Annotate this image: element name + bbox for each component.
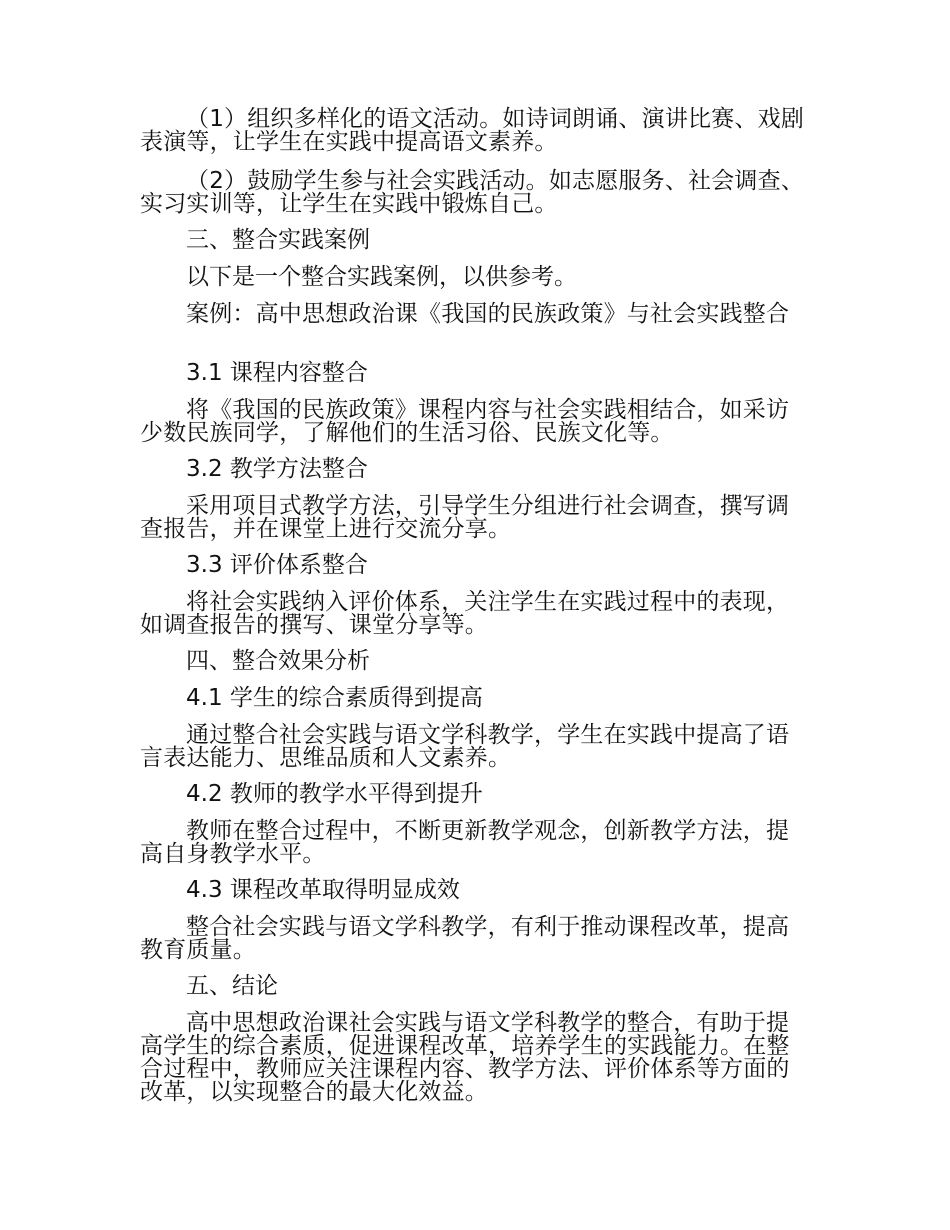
case-intro: 以下是一个整合实践案例，以供参考。 — [186, 264, 577, 290]
paragraph-curriculum-reform: 整合社会实践与语文学科教学，有利于推动课程改革，提高教育质量。 — [140, 914, 790, 963]
paragraph-student-quality: 通过整合社会实践与语文学科教学，学生在实践中提高了语言表达能力、思维品质和人文素养。 — [140, 722, 790, 771]
section-heading-practice-case: 三、整合实践案例 — [186, 227, 370, 253]
case-title: 案例：高中思想政治课《我国的民族政策》与社会实践整合 — [186, 301, 790, 327]
section-heading-conclusion: 五、结论 — [186, 973, 278, 999]
paragraph-teacher-level: 教师在整合过程中，不断更新教学观念，创新教学方法，提高自身教学水平。 — [140, 818, 790, 867]
subheading-evaluation-system: 3.3 评价体系整合 — [186, 552, 368, 578]
paragraph-teaching-method: 采用项目式教学方法，引导学生分组进行社会调查，撰写调查报告，并在课堂上进行交流分享。 — [140, 493, 790, 542]
subheading-teacher-level: 4.2 教师的教学水平得到提升 — [186, 781, 483, 807]
paragraph-course-content: 将《我国的民族政策》课程内容与社会实践相结合，如采访少数民族同学，了解他们的生活习俗、民族文化等。 — [140, 397, 790, 446]
paragraph-social-practice: （2）鼓励学生参与社会实践活动。如志愿服务、社会调查、实习实训等，让学生在实践中锻炼自己。 — [140, 168, 805, 217]
subheading-student-quality: 4.1 学生的综合素质得到提高 — [186, 685, 483, 711]
subheading-teaching-method: 3.2 教学方法整合 — [186, 456, 368, 482]
paragraph-language-activities: （1）组织多样化的语文活动。如诗词朗诵、演讲比赛、戏剧表演等，让学生在实践中提高语文素养。 — [140, 106, 805, 155]
paragraph-conclusion: 高中思想政治课社会实践与语文学科教学的整合，有助于提高学生的综合素质，促进课程改革，培养学生的实践能力。在整合过程中，教师应关注课程内容、教学方法、评价体系等方面的改革，以实现整合的最大化效益。 — [140, 1010, 790, 1105]
subheading-curriculum-reform: 4.3 课程改革取得明显成效 — [186, 877, 460, 903]
paragraph-evaluation-system: 将社会实践纳入评价体系，关注学生在实践过程中的表现，如调查报告的撰写、课堂分享等。 — [140, 589, 790, 638]
section-heading-effect-analysis: 四、整合效果分析 — [186, 648, 370, 674]
subheading-course-content: 3.1 课程内容整合 — [186, 360, 368, 386]
